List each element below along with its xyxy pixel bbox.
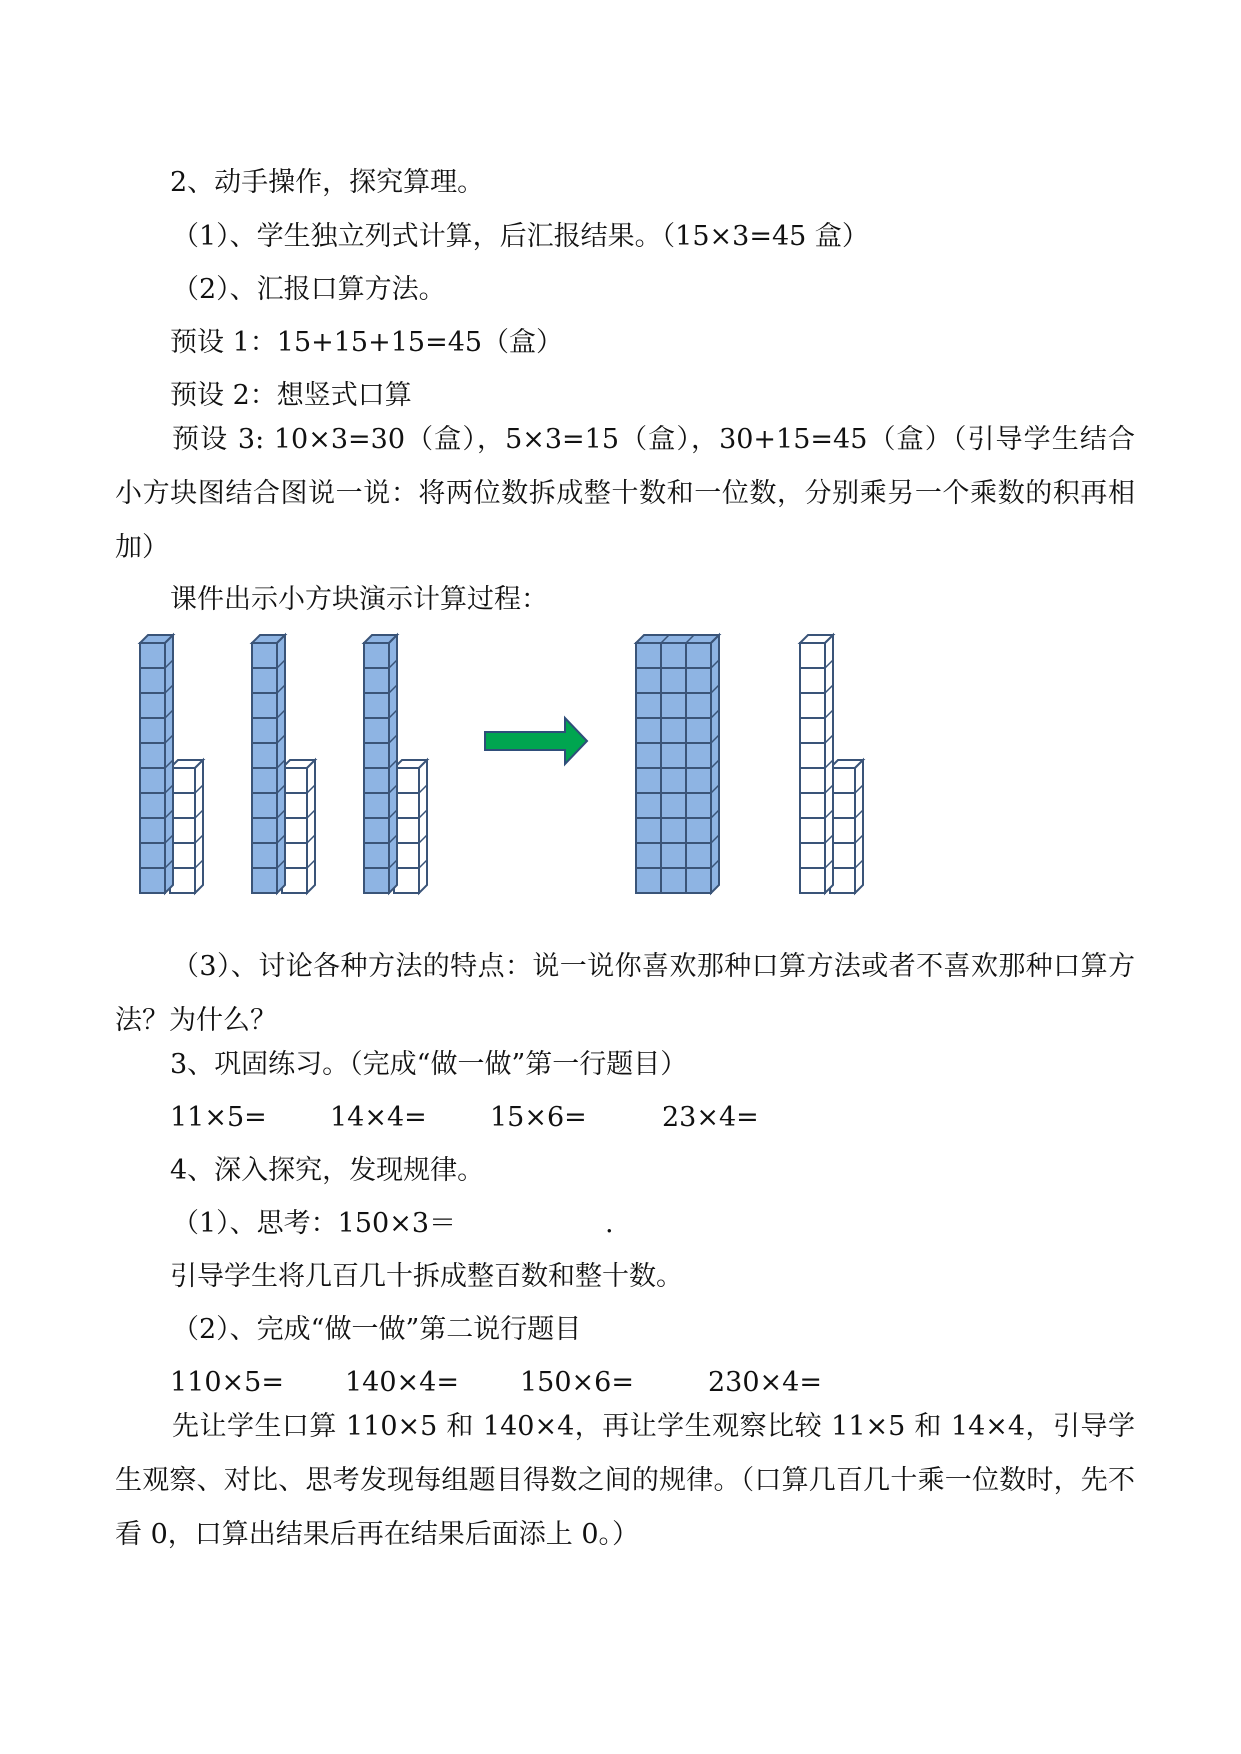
cube	[252, 743, 277, 768]
cube	[686, 668, 711, 693]
cube	[252, 718, 277, 743]
cube	[364, 668, 389, 693]
cube	[661, 718, 686, 743]
cube	[364, 793, 389, 818]
cube	[140, 818, 165, 843]
ones-stack-1-side	[195, 760, 203, 893]
exercise-item: 140×4=	[345, 1367, 459, 1398]
cube	[140, 693, 165, 718]
preset-3: 预设 3: 10×3=30（盒），5×3=15（盒），30+15=45（盒）（引导学生结合小方块图结合图说一说：将两位数拆成整十数和一位数，分别乘另一个乘数的积再相加）	[115, 424, 1135, 563]
cube	[364, 868, 389, 893]
cube	[686, 693, 711, 718]
closing-paragraph: 先让学生口算 110×5 和 140×4，再让学生观察比较 11×5 和 14×4，引导学生观察、对比、思考发现每组题目得数之间的规律。（口算几百几十乘一位数时，先不看 0，口算出结果后再在结果后面添上 0。）	[115, 1411, 1135, 1550]
heading-step-2: 2、动手操作，探究算理。	[170, 167, 485, 198]
cube	[140, 843, 165, 868]
cube	[252, 768, 277, 793]
cube	[661, 868, 686, 893]
cube	[636, 743, 661, 768]
cube	[686, 768, 711, 793]
heading-step-4: 4、深入探究，发现规律。	[170, 1155, 485, 1186]
cube	[364, 818, 389, 843]
step-4-1-dot: .	[605, 1208, 614, 1239]
cube	[636, 693, 661, 718]
preset-1: 预设 1：15+15+15=45（盒）	[170, 327, 564, 358]
exercise-item: 230×4=	[708, 1367, 822, 1398]
cube	[252, 843, 277, 868]
step-2-2: （2）、汇报口算方法。	[172, 274, 446, 305]
cube	[252, 818, 277, 843]
step-4-hint: 引导学生将几百几十拆成整百数和整十数。	[170, 1261, 683, 1292]
ones-stack-2-side	[307, 760, 315, 893]
cube	[686, 868, 711, 893]
cube	[661, 643, 686, 668]
cube	[140, 793, 165, 818]
cube	[364, 743, 389, 768]
cube	[364, 718, 389, 743]
cube	[800, 693, 825, 718]
cube	[686, 718, 711, 743]
cube	[800, 843, 825, 868]
cube	[364, 693, 389, 718]
exercise-item: 14×4=	[330, 1102, 427, 1133]
cube	[252, 693, 277, 718]
cube	[636, 843, 661, 868]
cube	[661, 693, 686, 718]
cube	[252, 868, 277, 893]
cube	[140, 668, 165, 693]
cube	[636, 868, 661, 893]
cube	[661, 743, 686, 768]
cube	[364, 768, 389, 793]
cube	[686, 643, 711, 668]
heading-step-3: 3、巩固练习。（完成“做一做”第一行题目）	[170, 1049, 688, 1080]
cube	[661, 793, 686, 818]
cube	[661, 768, 686, 793]
cube	[686, 743, 711, 768]
cube	[636, 718, 661, 743]
cube	[800, 643, 825, 668]
cube	[140, 643, 165, 668]
exercise-item: 11×5=	[170, 1102, 267, 1133]
cube	[661, 818, 686, 843]
cube	[661, 668, 686, 693]
cube	[800, 668, 825, 693]
combined-tens-block-top	[636, 635, 719, 643]
cube	[661, 843, 686, 868]
cube	[686, 818, 711, 843]
exercise-item: 110×5=	[170, 1367, 284, 1398]
cube	[140, 743, 165, 768]
right-arrow-icon	[485, 718, 587, 764]
preset-2: 预设 2：想竖式口算	[170, 380, 412, 411]
step-2-3: （3）、讨论各种方法的特点：说一说你喜欢那种口算方法或者不喜欢那种口算方法？为什么？	[115, 951, 1135, 1036]
cube	[140, 718, 165, 743]
cube	[800, 818, 825, 843]
cube	[364, 643, 389, 668]
exercise-item: 15×6=	[490, 1102, 587, 1133]
cube	[636, 818, 661, 843]
exercise-item: 23×4=	[662, 1102, 759, 1133]
cube	[252, 793, 277, 818]
ones-column-a-side	[855, 760, 863, 893]
cube	[252, 668, 277, 693]
cube	[800, 718, 825, 743]
cube	[364, 843, 389, 868]
cube	[686, 793, 711, 818]
cube	[636, 668, 661, 693]
cube	[800, 768, 825, 793]
cube	[686, 843, 711, 868]
cube	[252, 643, 277, 668]
exercise-item: 150×6=	[520, 1367, 634, 1398]
step-4-1: （1）、思考：150×3＝	[172, 1208, 457, 1239]
demo-caption: 课件出示小方块演示计算过程：	[170, 584, 548, 615]
cube	[800, 743, 825, 768]
cube	[800, 868, 825, 893]
step-2-1: （1）、学生独立列式计算，后汇报结果。（15×3=45 盒）	[172, 221, 869, 252]
ones-stack-3-side	[419, 760, 427, 893]
cube	[140, 768, 165, 793]
cube	[140, 868, 165, 893]
cube	[636, 643, 661, 668]
cube	[636, 768, 661, 793]
step-4-2: （2）、完成“做一做”第二说行题目	[172, 1314, 582, 1345]
cube	[636, 793, 661, 818]
cube	[800, 793, 825, 818]
